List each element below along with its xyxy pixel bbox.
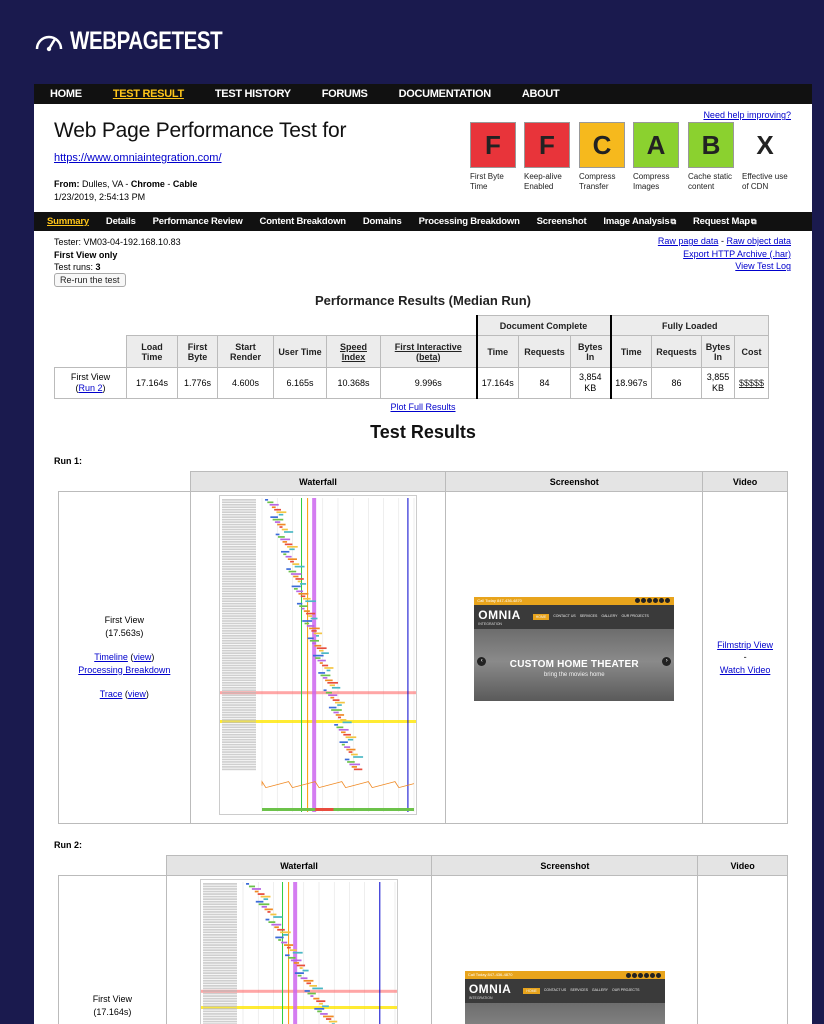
trace-link[interactable]: Trace (99, 689, 123, 700)
subnav-performance-review[interactable]: Performance Review (152, 216, 243, 227)
grade-label: Compress Transfer (579, 172, 616, 191)
run-2-link[interactable]: Run 2 (78, 383, 103, 393)
nav-test-result[interactable]: TEST RESULT (112, 88, 184, 100)
col-full-bytes: Bytes In (702, 336, 735, 368)
page-screenshot[interactable] (465, 971, 665, 1024)
logo[interactable] (34, 26, 256, 56)
waterfall-cell (190, 492, 446, 824)
video-cell (698, 876, 788, 1024)
external-link-icon: ⧉ (750, 217, 757, 226)
grade-cdn[interactable] (742, 122, 788, 192)
test-runs: Test runs: 3 (54, 262, 101, 272)
grade-letter: A (633, 122, 679, 168)
screenshot-subline: bring the movies home (543, 671, 605, 678)
screenshot-menu: HOME CONTACT US SERVICES GALLERY OUR PROJECTS (523, 988, 639, 994)
subnav-screenshot[interactable]: Screenshot (536, 216, 587, 227)
nav-forums[interactable]: FORUMS (321, 88, 368, 100)
test-location: From: Dulles, VA - Chrome - Cable (54, 179, 198, 189)
grade-label: Cache static content (688, 172, 733, 191)
run-time: (17.563s) (105, 627, 144, 638)
screenshot-brand: OMNIA INTEGRATION (478, 607, 521, 626)
test-results-title: Test Results (370, 422, 476, 442)
col-screenshot: Screenshot (446, 472, 703, 492)
watch-video-link[interactable]: Watch Video (719, 664, 771, 675)
cell-user-time: 6.165s (274, 368, 327, 399)
col-full-time: Time (611, 336, 652, 368)
raw-object-data-link[interactable]: Raw object data (726, 236, 791, 246)
cell-load-time: 17.164s (127, 368, 178, 399)
subnav-summary[interactable]: Summary (47, 216, 89, 227)
col-video: Video (703, 472, 788, 492)
help-improving-link[interactable]: Need help improving? (703, 110, 791, 120)
grade-keep-alive[interactable] (524, 122, 570, 192)
waterfall-chart[interactable] (200, 879, 398, 1024)
col-speed-index[interactable]: Speed Index (327, 336, 381, 368)
waterfall-cell (166, 876, 432, 1024)
data-links (658, 235, 791, 273)
subnav-content-breakdown[interactable]: Content Breakdown (259, 216, 346, 227)
tester-line: Tester: VM03-04-192.168.10.83 (54, 237, 181, 247)
subnav-processing-breakdown[interactable]: Processing Breakdown (418, 216, 520, 227)
results-subnav (34, 212, 812, 231)
nav-home[interactable]: HOME (50, 88, 82, 100)
grade-letter: X (742, 122, 788, 168)
cell-speed-index: 10.368s (327, 368, 381, 399)
subnav-request-map[interactable]: Request Map⧉ (692, 216, 757, 227)
page-title: Web Page Performance Test for (54, 119, 347, 142)
row-first-view: First View (Run 2) (55, 368, 127, 399)
grade-letter: B (688, 122, 734, 168)
cell-full-time: 18.967s (611, 368, 652, 399)
test-date: 1/23/2019, 2:54:13 PM (54, 192, 146, 202)
col-doc-bytes: Bytes In (571, 336, 611, 368)
carousel-prev-icon: ‹ (477, 657, 486, 666)
grade-label: Compress Images (633, 172, 670, 191)
subnav-image-analysis[interactable]: Image Analysis⧉ (603, 216, 676, 227)
screenshot-menu: HOME CONTACT US SERVICES GALLERY OUR PROJECTS (533, 614, 649, 620)
col-first-byte: First Byte (178, 336, 218, 368)
grade-cache-static[interactable] (688, 122, 734, 192)
nav-documentation[interactable]: DOCUMENTATION (398, 88, 491, 100)
view-label: First View (104, 615, 144, 626)
nav-about[interactable]: ABOUT (521, 88, 560, 100)
run-time: (17.164s) (93, 1006, 132, 1017)
group-fully-loaded: Fully Loaded (611, 316, 769, 336)
group-document-complete: Document Complete (477, 316, 611, 336)
grade-letter: C (579, 122, 625, 168)
timeline-link[interactable]: Timeline (94, 652, 128, 663)
rerun-test-button[interactable]: Re-run the test (54, 273, 126, 287)
run-2-info (59, 876, 167, 1024)
screenshot-cell (446, 492, 703, 824)
page-content (34, 104, 812, 1024)
run-1-label: Run 1: (54, 456, 82, 466)
screenshot-call-text: Call Today 847-436-4870 (467, 972, 513, 977)
col-video: Video (698, 856, 788, 876)
run-1-table (58, 471, 788, 824)
video-cell (703, 492, 788, 824)
view-line: First View only (54, 249, 118, 260)
col-doc-requests: Requests (519, 336, 571, 368)
view-test-log-link[interactable]: View Test Log (735, 261, 791, 271)
grade-label: Effective use of CDN (742, 172, 788, 191)
processing-breakdown-link[interactable]: Processing Breakdown (78, 664, 171, 675)
cell-cost[interactable]: $$$$$ (735, 368, 769, 399)
page-screenshot[interactable] (474, 597, 674, 717)
separator: - (743, 652, 747, 663)
cell-first-byte: 1.776s (178, 368, 218, 399)
separator: - (720, 236, 724, 246)
run-1-info: First View (17.563s) Timeline (view) Processing Breakdown Trace (view) (59, 492, 191, 824)
performance-results-title: Performance Results (Median Run) (315, 293, 531, 308)
run-2-table (58, 855, 788, 1024)
grade-label: First Byte Time (470, 172, 504, 191)
col-start-render: Start Render (218, 336, 274, 368)
cell-doc-time: 17.164s (477, 368, 519, 399)
tester-info (54, 236, 181, 274)
external-link-icon: ⧉ (670, 217, 676, 226)
cell-full-requests: 86 (652, 368, 702, 399)
col-load-time: Load Time (127, 336, 178, 368)
grade-compress-images[interactable] (633, 122, 679, 192)
grade-letter: F (470, 122, 516, 168)
carousel-next-icon: › (662, 657, 671, 666)
export-har-link[interactable]: Export HTTP Archive (.har) (683, 248, 791, 259)
logo-text: WEBPAGETEST (70, 26, 223, 55)
col-user-time: User Time (274, 336, 327, 368)
col-screenshot: Screenshot (432, 856, 698, 876)
cell-doc-bytes: 3,854 KB (571, 368, 611, 399)
timeline-view-link[interactable]: view (133, 652, 152, 663)
grade-letter: F (524, 122, 570, 168)
trace-view-link[interactable]: view (127, 689, 146, 700)
col-waterfall: Waterfall (190, 472, 446, 492)
col-first-interactive[interactable]: First Interactive (beta) (381, 336, 477, 368)
screenshot-cell (432, 876, 698, 1024)
subnav-domains[interactable]: Domains (362, 216, 402, 227)
performance-table (54, 315, 769, 399)
top-nav (34, 84, 812, 104)
col-waterfall: Waterfall (166, 856, 432, 876)
nav-test-history[interactable]: TEST HISTORY (214, 88, 291, 100)
view-label: First View (92, 994, 133, 1004)
screenshot-brand: OMNIA INTEGRATION (468, 982, 512, 1000)
raw-page-data-link[interactable]: Raw page data (657, 236, 719, 246)
screenshot-call-text: Call Today 847-436-4870 (477, 597, 522, 603)
plot-full-results-link[interactable]: Plot Full Results (390, 402, 456, 412)
waterfall-chart[interactable] (219, 495, 417, 815)
tested-url-link[interactable]: https://www.omniaintegration.com/ (54, 152, 222, 164)
col-doc-time: Time (477, 336, 519, 368)
grade-label: Keep-alive Enabled (524, 172, 562, 191)
cell-start-render: 4.600s (218, 368, 274, 399)
col-full-requests: Requests (652, 336, 702, 368)
grade-first-byte[interactable] (470, 122, 516, 192)
screenshot-headline: CUSTOM HOME THEATER (509, 658, 639, 670)
cell-full-bytes: 3,855 KB (702, 368, 735, 399)
col-cost: Cost (735, 336, 769, 368)
grade-compress-transfer[interactable] (579, 122, 625, 192)
filmstrip-view-link[interactable]: Filmstrip View (717, 639, 773, 650)
cell-first-interactive: 9.996s (381, 368, 477, 399)
run-2-label: Run 2: (54, 840, 82, 850)
cell-doc-requests: 84 (519, 368, 571, 399)
subnav-details[interactable]: Details (105, 216, 136, 227)
speedometer-icon (34, 30, 64, 52)
